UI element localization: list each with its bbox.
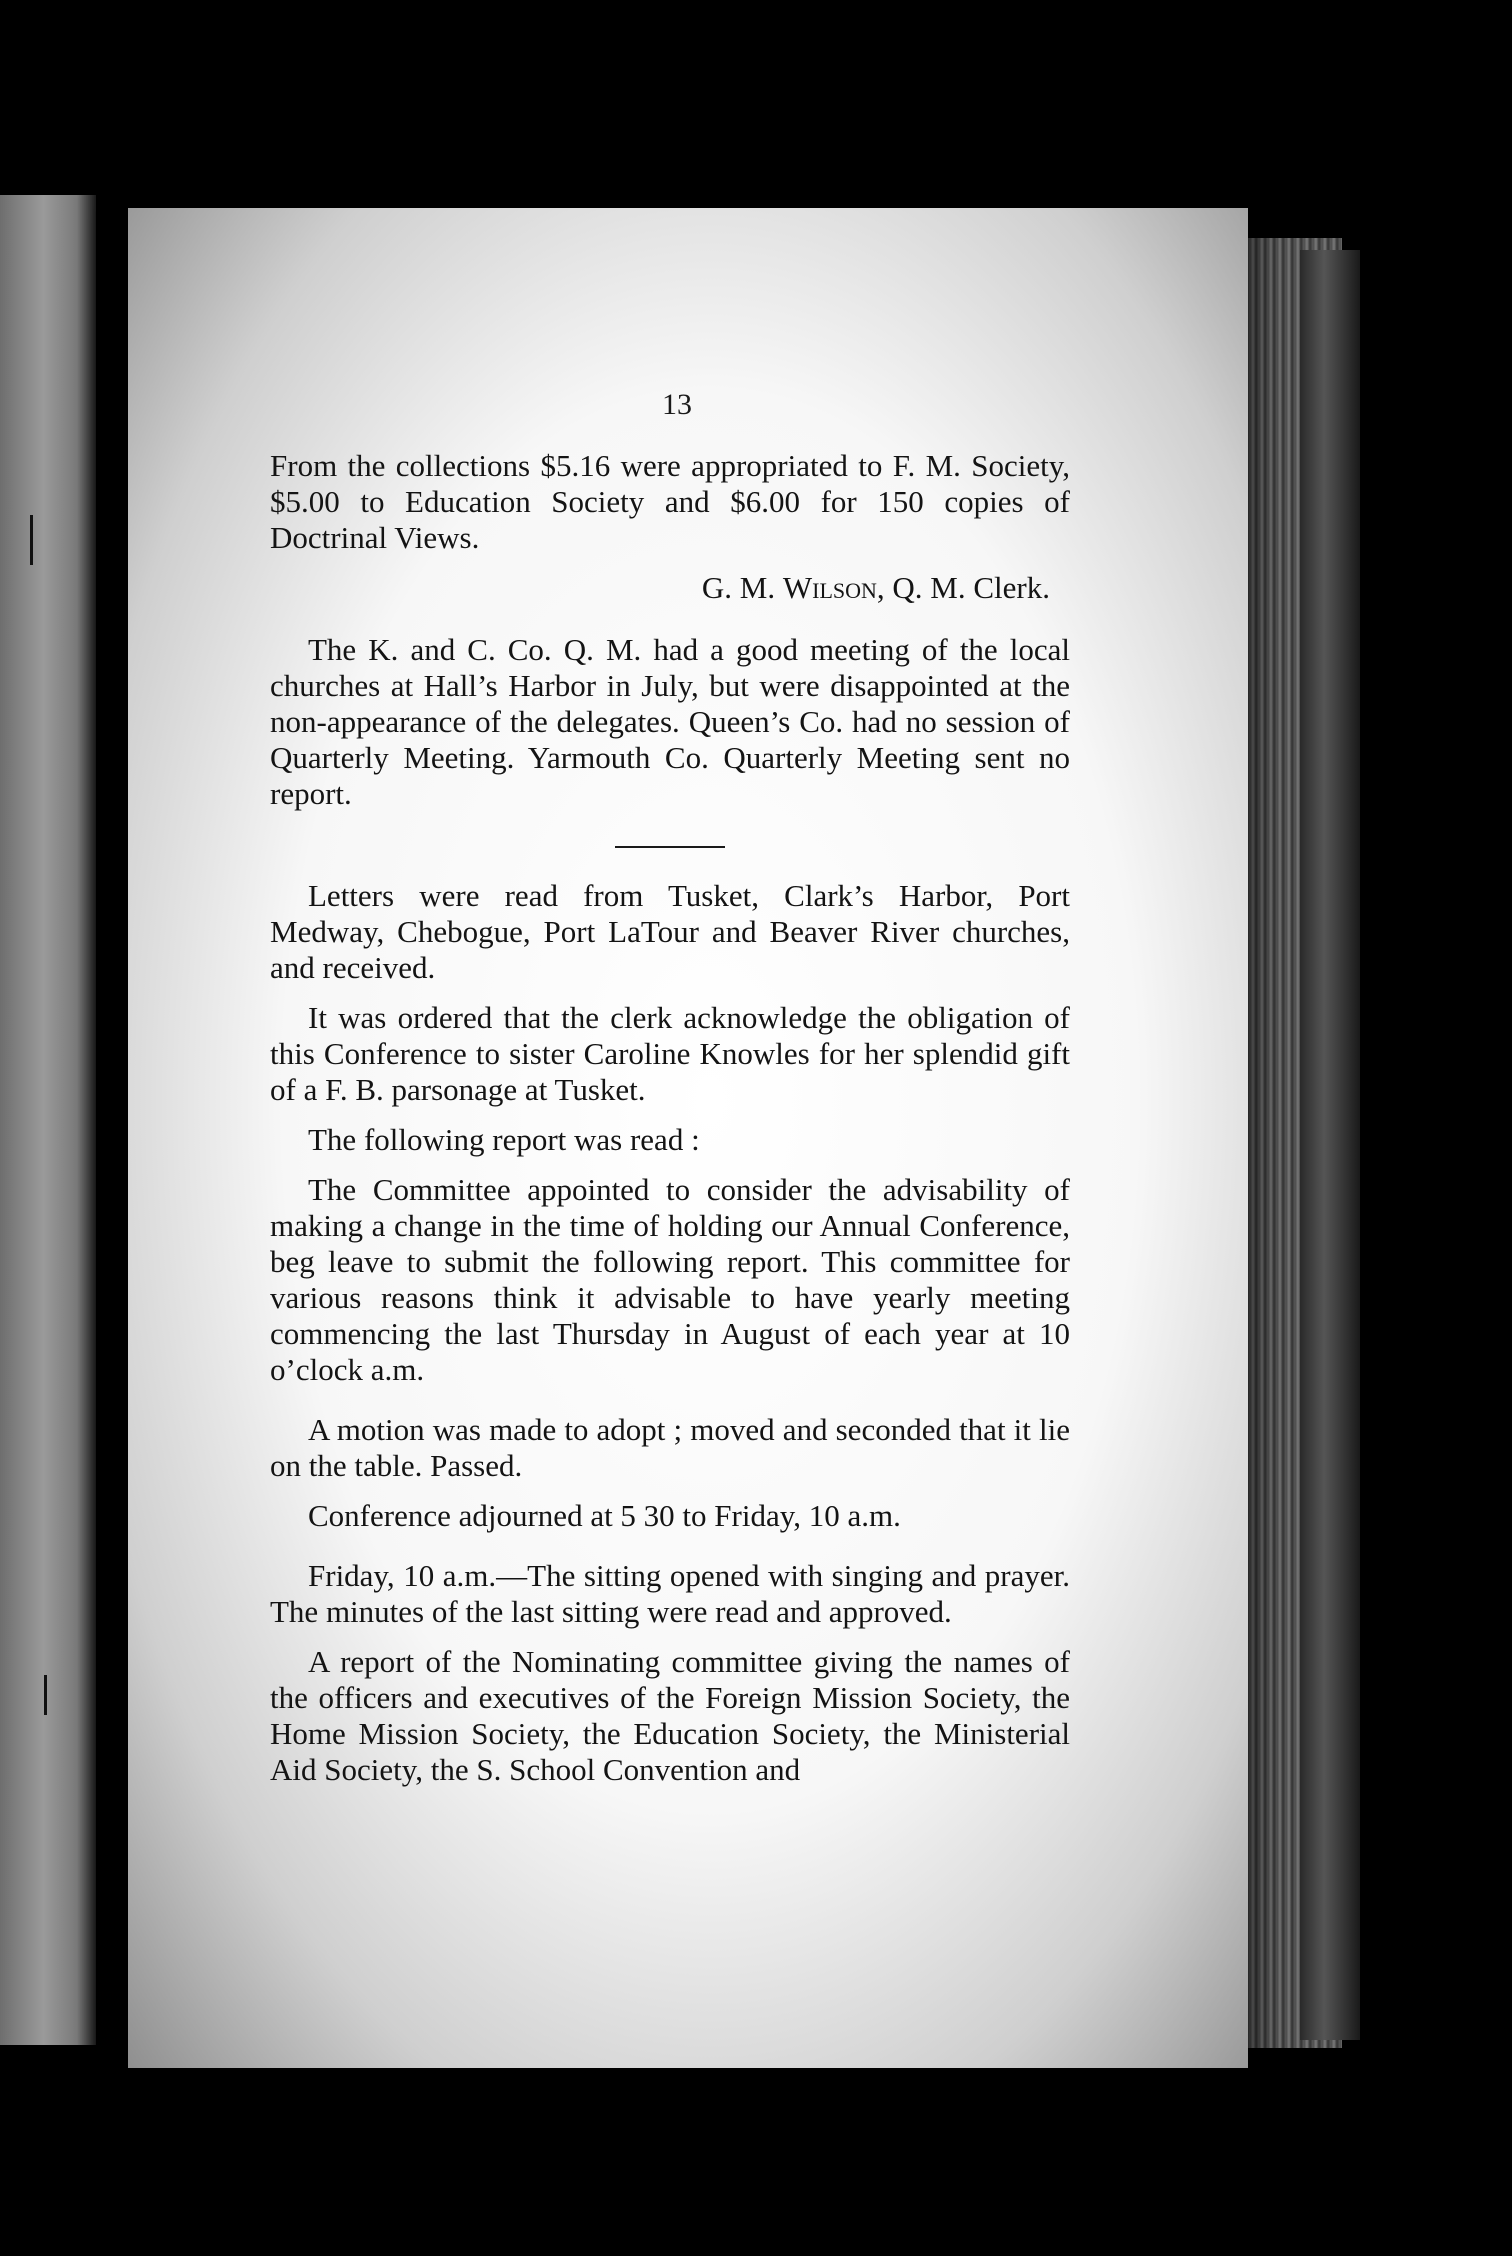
signature-name: Wilson [782, 570, 877, 605]
paragraph-collections: From the collections $5.16 were appropriated to F. M. Society, $5.00 to Education Society and $6.00 for 150 copies of Doctrinal Views. [270, 448, 1070, 555]
signature-title: , Q. M. Clerk. [876, 570, 1050, 605]
section-divider [615, 846, 725, 848]
paragraph-obligation: It was ordered that the clerk acknowledge the obligation of this Conference to sister Caroline Knowles for her splendid gift of a F. B. parsonage at Tusket. [270, 1000, 1070, 1107]
paragraph-motion: A motion was made to adopt ; moved and seconded that it lie on the table. Passed. [270, 1412, 1070, 1483]
facing-page-edge [0, 195, 96, 2045]
page-body [270, 388, 1070, 1802]
paragraph-report-intro: The following report was read : [308, 1122, 700, 1157]
paragraph-letters: Letters were read from Tusket, Clark’s Harbor, Port Medway, Chebogue, Port LaTour and Beaver River churches, and received. [270, 878, 1070, 985]
paragraph-nominating: A report of the Nominating committee giving the names of the officers and executives of the Foreign Mission Society, the Home Mission Society, the Education Society, the Ministerial Aid Society, the S. School Convention and [270, 1644, 1070, 1787]
paragraph-friday-sitting: Friday, 10 a.m.—The sitting opened with singing and prayer. The minutes of the last sitting were read and approved. [270, 1558, 1070, 1629]
paragraph-adjourned: Conference adjourned at 5 30 to Friday, 10 a.m. [308, 1498, 901, 1533]
margin-mark [30, 515, 33, 565]
book-spine-shadow [1300, 250, 1360, 2040]
signature-initials: G. M. [701, 570, 783, 605]
paragraph-committee-report: The Committee appointed to consider the advisability of making a change in the time of holding our Annual Conference, beg leave to submit the following report. This committee for various reasons think it advisable to have yearly meeting commencing the last Thursday in August of each year at 10 o’clock a.m. [270, 1172, 1070, 1387]
margin-mark [44, 1675, 47, 1715]
page-number: 13 [662, 388, 692, 421]
paragraph-quarterly-meetings: The K. and C. Co. Q. M. had a good meeting of the local churches at Hall’s Harbor in July, but were disappointed at the non-appearance of the delegates. Queen’s Co. had no session of Quarterly Meeting. Yarmouth Co. Quarterly Meeting sent no report. [270, 632, 1070, 811]
signature-line [270, 570, 1050, 606]
